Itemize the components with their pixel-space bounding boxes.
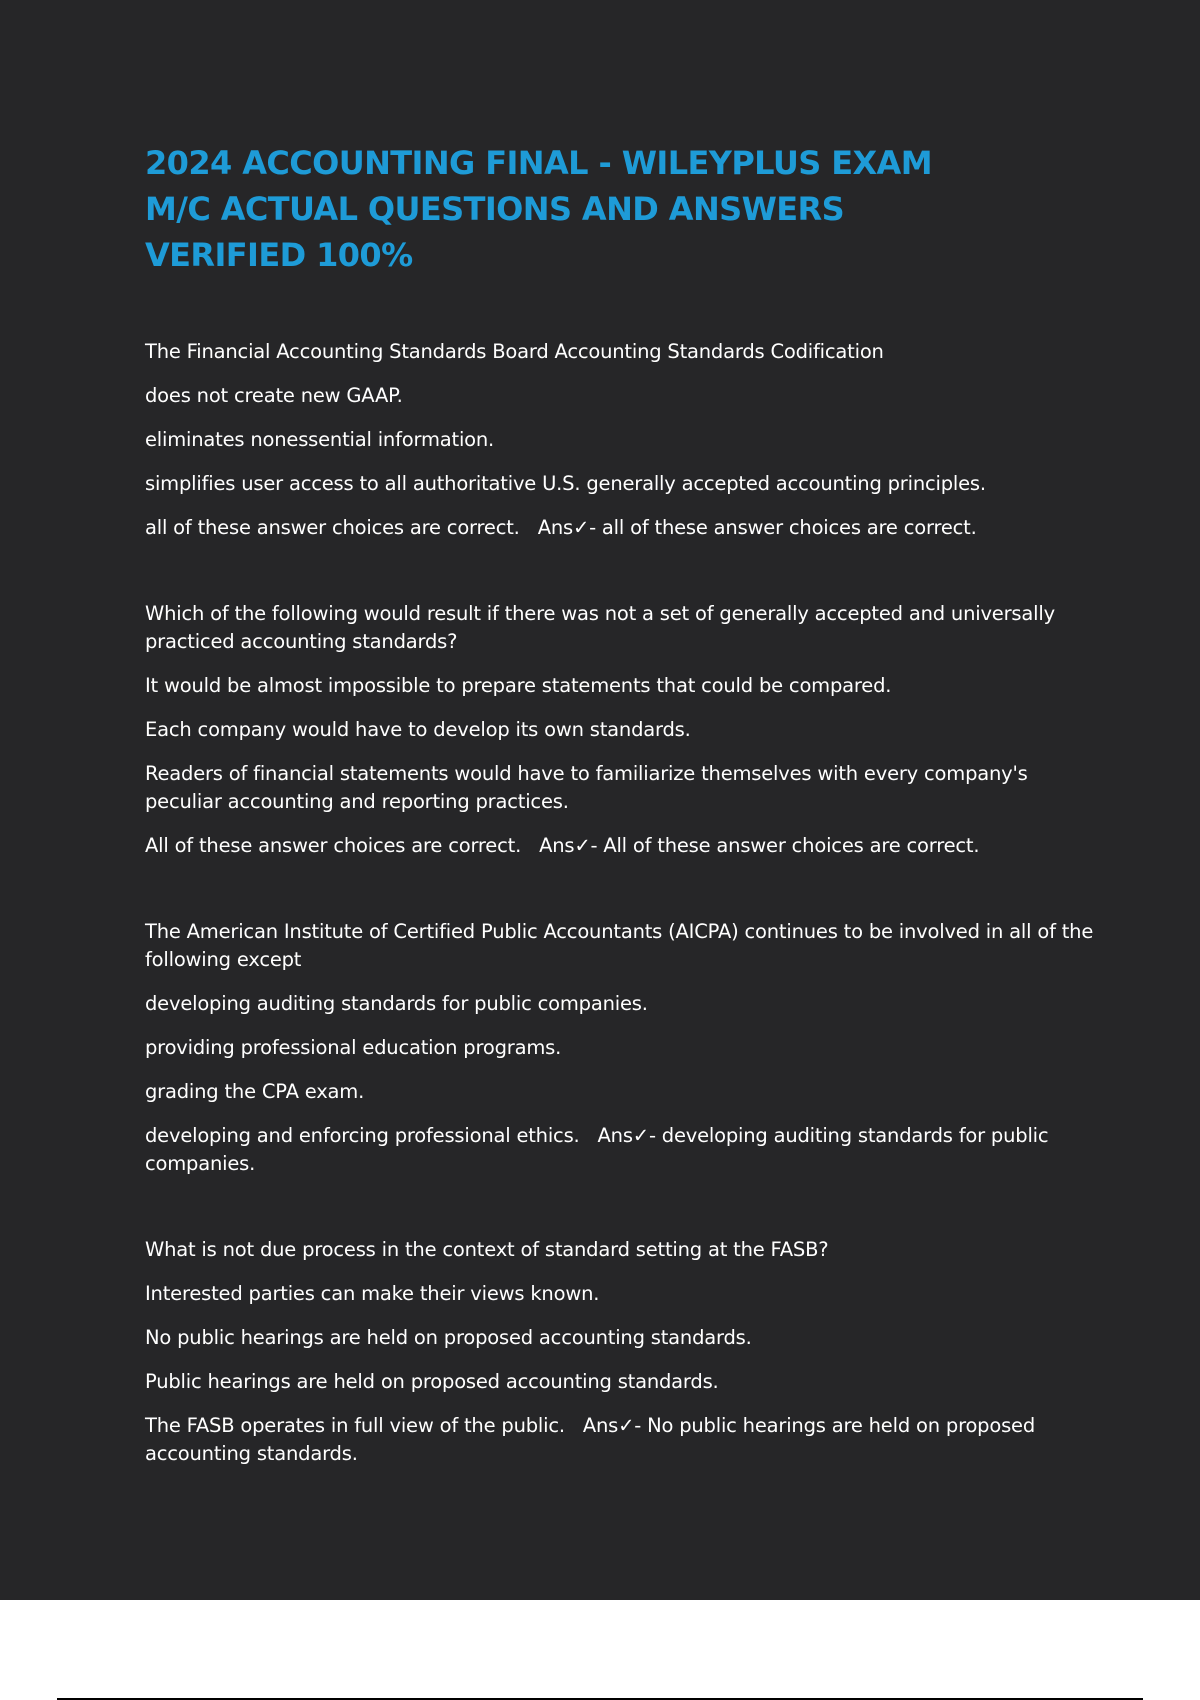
question-stem: The Financial Accounting Standards Board Accounting Standards Codification — [145, 340, 884, 363]
question-block-4 — [145, 1236, 1105, 1468]
question-stem: What is not due process in the context of standard setting at the FASB? — [145, 1238, 829, 1261]
correct-answer: All of these answer choices are correct. — [603, 834, 980, 857]
answer-option: providing professional education programs. — [145, 1036, 562, 1059]
question-block-3 — [145, 918, 1105, 1178]
answer-label: Ans✓- — [597, 1124, 656, 1147]
correct-answer: all of these answer choices are correct. — [601, 516, 977, 539]
question-block-2 — [145, 600, 1105, 860]
answer-option: Each company would have to develop its own standards. — [145, 718, 691, 741]
answer-option: The FASB operates in full view of the public. — [145, 1414, 565, 1437]
correct-answer: No public hearings are held on proposed accounting standards. — [145, 1414, 1036, 1465]
answer-option: eliminates nonessential information. — [145, 428, 495, 451]
document-title: 2024 ACCOUNTING FINAL - WILEYPLUS EXAM M/C ACTUAL QUESTIONS AND ANSWERS VERIFIED 100% — [145, 144, 932, 274]
correct-answer: developing auditing standards for public companies. — [145, 1124, 1049, 1175]
answer-line — [145, 832, 1105, 860]
question-block-1 — [145, 338, 1105, 542]
answer-option: does not create new GAAP. — [145, 384, 403, 407]
answer-line — [145, 1122, 1105, 1178]
answer-option: Public hearings are held on proposed accounting standards. — [145, 1370, 719, 1393]
question-stem: The American Institute of Certified Public Accountants (AICPA) continues to be involved in all of the following except — [145, 920, 1094, 971]
answer-option: Interested parties can make their views known. — [145, 1282, 600, 1305]
answer-option: all of these answer choices are correct. — [145, 516, 520, 539]
document-content — [145, 140, 1105, 1484]
answer-label: Ans✓- — [539, 834, 598, 857]
answer-label: Ans✓- — [582, 1414, 642, 1437]
answer-option: No public hearings are held on proposed accounting standards. — [145, 1326, 752, 1349]
answer-option: Readers of financial statements would have to familiarize themselves with every company's peculiar accounting and reporting practices. — [145, 762, 1028, 813]
answer-option: developing and enforcing professional ethics. — [145, 1124, 580, 1147]
answer-label: Ans✓- — [537, 516, 596, 539]
answer-line — [145, 514, 1105, 542]
answer-option: It would be almost impossible to prepare statements that could be compared. — [145, 674, 892, 697]
answer-option: simplifies user access to all authoritative U.S. generally accepted accounting principles. — [145, 472, 986, 495]
answer-option: grading the CPA exam. — [145, 1080, 365, 1103]
answer-option: All of these answer choices are correct. — [145, 834, 522, 857]
answer-option: developing auditing standards for public companies. — [145, 992, 648, 1015]
question-stem: Which of the following would result if there was not a set of generally accepted and universally practiced accounting standards? — [145, 602, 1055, 653]
answer-line — [145, 1412, 1105, 1468]
